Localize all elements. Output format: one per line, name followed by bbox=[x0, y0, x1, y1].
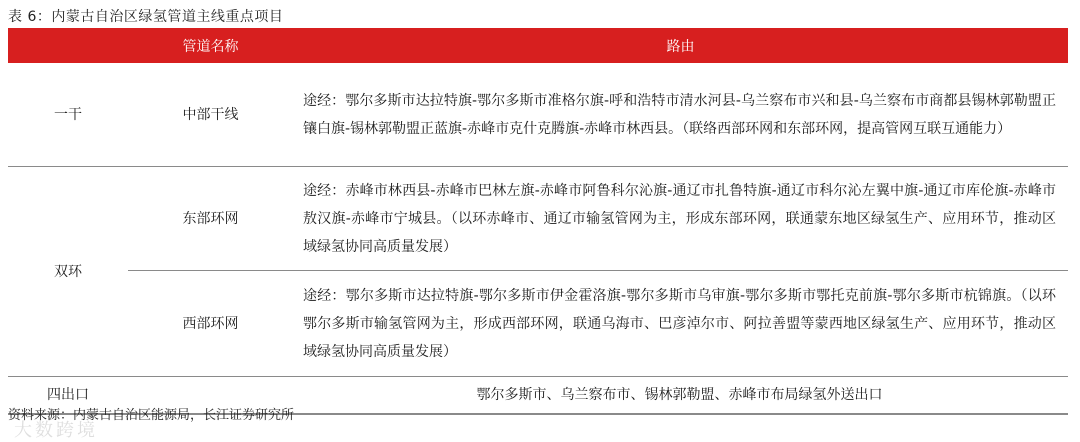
pipeline-table bbox=[8, 28, 1068, 415]
header-pipeline-name: 管道名称 bbox=[128, 28, 293, 63]
header-group bbox=[8, 28, 128, 63]
group-cell: 双环 bbox=[8, 167, 128, 377]
table-row bbox=[8, 271, 1068, 377]
group-cell: 一干 bbox=[8, 63, 128, 167]
table-header-row bbox=[8, 28, 1068, 63]
route-cell: 途经：鄂尔多斯市达拉特旗-鄂尔多斯市准格尔旗-呼和浩特市清水河县-乌兰察布市兴和县-乌兰察布市商都县锡林郭勒盟正镶白旗-锡林郭勒盟正蓝旗-赤峰市克什克腾旗-赤峰市林西县。（联络西部环网和东部环网，提高管网互联互通能力） bbox=[293, 63, 1068, 167]
pipeline-name-cell: 东部环网 bbox=[128, 167, 293, 271]
pipeline-name-cell: 中部干线 bbox=[128, 63, 293, 167]
route-cell: 途经：鄂尔多斯市达拉特旗-鄂尔多斯市伊金霍洛旗-鄂尔多斯市乌审旗-鄂尔多斯市鄂托克前旗-鄂尔多斯市杭锦旗。（以环鄂尔多斯市输氢管网为主，形成西部环网，联通乌海市、巴彦淖尔市、阿拉善盟等蒙西地区绿氢生产、应用环节，推动区域绿氢协同高质量发展） bbox=[293, 271, 1068, 377]
table-row bbox=[8, 167, 1068, 271]
watermark-logo: 大数跨境 bbox=[14, 420, 98, 441]
route-cell: 途经：赤峰市林西县-赤峰市巴林左旗-赤峰市阿鲁科尔沁旗-通辽市扎鲁特旗-通辽市科尔沁左翼中旗-通辽市库伦旗-赤峰市敖汉旗-赤峰市宁城县。（以环赤峰市、通辽市输氢管网为主，形成东部环网，联通蒙东地区绿氢生产、应用环节，推动区域绿氢协同高质量发展） bbox=[293, 167, 1068, 271]
header-route: 路由 bbox=[293, 28, 1068, 63]
table-row bbox=[8, 63, 1068, 167]
pipeline-name-cell: 西部环网 bbox=[128, 271, 293, 377]
table-caption: 表 6：内蒙古自治区绿氢管道主线重点项目 bbox=[8, 9, 284, 25]
source-note: 资料来源：内蒙古自治区能源局，长江证券研究所 bbox=[8, 408, 295, 423]
group-cell: 四出口 bbox=[8, 377, 128, 415]
route-cell: 鄂尔多斯市、乌兰察布市、锡林郭勒盟、赤峰市布局绿氢外送出口 bbox=[293, 377, 1068, 415]
